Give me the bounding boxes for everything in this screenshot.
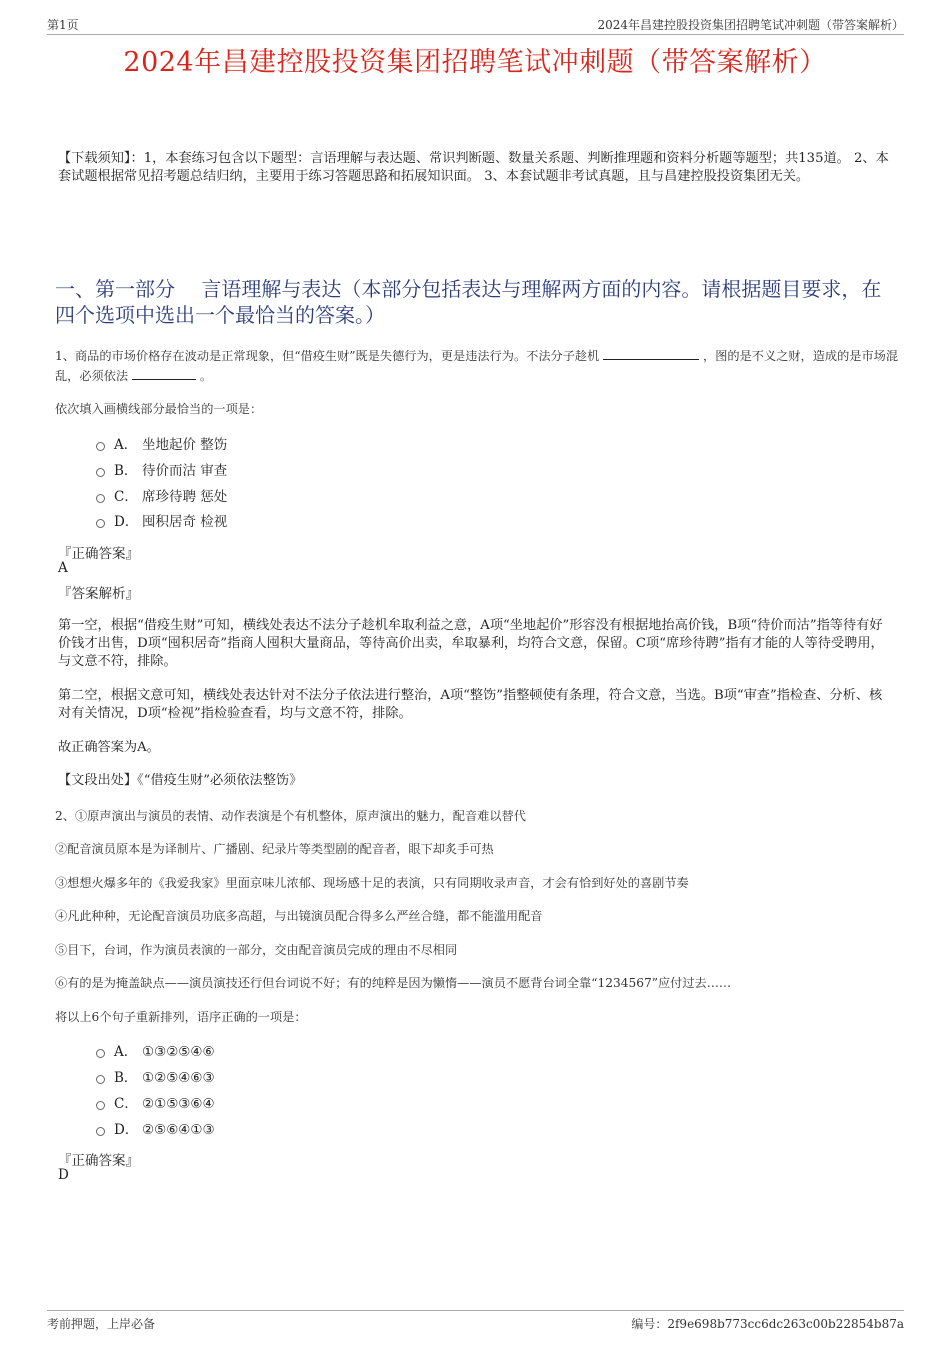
q2-option-b[interactable]: B． ①②⑤④⑥③ [96, 1068, 215, 1088]
footer-serial: 编号：2f9e698b773cc6dc263c00b22854b87a [631, 1317, 904, 1331]
q2-line-2: ②配音演员原本是为译制片、广播剧、纪录片等类型剧的配音者，眼下却炙手可热 [55, 842, 494, 856]
question-1-stem [55, 346, 900, 386]
q2-line-1: 2、①原声演出与演员的表情、动作表演是个有机整体，原声演出的魅力，配音难以替代 [55, 809, 526, 823]
q2-prompt: 将以上6个句子重新排列，语序正确的一项是： [55, 1010, 307, 1024]
radio-icon[interactable] [96, 1049, 105, 1058]
q1-option-c[interactable]: C． 席珍待聘 惩处 [96, 487, 227, 507]
q1-stem-part-b: ，图的是不义之财，造成的是市场混乱，必须依法 [55, 349, 899, 383]
q1-analysis-label: 『答案解析』 [58, 586, 139, 602]
q2-line-5: ⑤目下，台词，作为演员表演的一部分，交由配音演员完成的理由不尽相同 [55, 943, 458, 957]
q1-stem-part-a: 1、商品的市场价格存在波动是正常现象，但“借疫生财”既是失德行为，更是违法行为。不法分子趁机 [55, 349, 600, 363]
q1-option-b[interactable]: B． 待价而沽 审查 [96, 461, 227, 481]
q1-option-d[interactable]: D． 囤积居奇 检视 [96, 512, 227, 532]
radio-icon[interactable] [96, 1127, 105, 1136]
q1-analysis-2: 第二空，根据文意可知，横线处表达针对不法分子依法进行整治，A项“整饬”指整顿使有条理，符合文意，当选。B项“审查”指检查、分析、核对有关情况，D项“检视”指检验查看，均与文意不符，排除。 [58, 688, 883, 721]
q2-option-d[interactable]: D． ②⑤⑥④①③ [96, 1120, 215, 1140]
page-number: 第1页 [47, 18, 79, 32]
q2-answer-label: 『正确答案』 [58, 1153, 139, 1169]
radio-icon[interactable] [96, 519, 105, 528]
q2-option-c[interactable]: C． ②①⑤③⑥④ [96, 1094, 215, 1114]
q2-answer: D [58, 1167, 69, 1183]
page-title: 2024年昌建控股投资集团招聘笔试冲刺题（带答案解析） [123, 47, 827, 78]
q1-source: 【文段出处】《“借疫生财”必须依法整饬》 [58, 773, 303, 788]
q2-line-3: ③想想火爆多年的《我爱我家》里面京味儿浓郁、现场感十足的表演，只有同期收录声音，才会有恰到好处的喜剧节奏 [55, 876, 689, 890]
q1-analysis-1: 第一空，根据“借疫生财”可知，横线处表达不法分子趁机牟取利益之意，A项“坐地起价”形容没有根据地抬高价钱，B项“待价而沽”指等待有好价钱才出售，D项“囤积居奇”指商人囤积大量商品，等待高价出卖，牟取暴利，均符合文意，保留。C项“席珍待聘”指有才能的人等待受聘用，与文意不符，排除。 [58, 618, 884, 669]
q1-blank-2 [132, 367, 196, 380]
section-heading: 一、第一部分 言语理解与表达（本部分包括表达与理解两方面的内容。请根据题目要求，在四个选项中选出一个最恰当的答案。） [55, 277, 882, 327]
download-notice: 【下载须知】：1，本套练习包含以下题型：言语理解与表达题、常识判断题、数量关系题、判断推理题和资料分析题等题型；共135道。 2、本套试题根据常见招考题总结归纳，主要用于练习答题思路和拓展知识面。 3、本套试题非考试真题，且与昌建控股投资集团无关。 [58, 151, 889, 184]
q2-line-4: ④凡此种种，无论配音演员功底多高超，与出镜演员配合得多么严丝合缝，都不能滥用配音 [55, 909, 543, 923]
q1-blank-1 [603, 347, 699, 360]
q1-conclusion: 故正确答案为A。 [58, 740, 160, 755]
footer-slogan: 考前押题，上岸必备 [47, 1317, 156, 1331]
q1-prompt: 依次填入画横线部分最恰当的一项是： [55, 402, 263, 416]
q2-line-6: ⑥有的是为掩盖缺点——演员演技还行但台词说不好；有的纯粹是因为懒惰——演员不愿背台词全靠“1234567”应付过去…… [55, 976, 732, 990]
header-doc-title: 2024年昌建控股投资集团招聘笔试冲刺题（带答案解析） [597, 18, 904, 32]
q1-stem-part-c: 。 [199, 369, 213, 383]
radio-icon[interactable] [96, 468, 105, 477]
page-footer [47, 1310, 904, 1331]
radio-icon[interactable] [96, 1101, 105, 1110]
page-header [47, 14, 904, 35]
q1-option-a[interactable]: A． 坐地起价 整饬 [96, 435, 227, 455]
q1-answer-label: 『正确答案』 [58, 546, 139, 562]
radio-icon[interactable] [96, 494, 105, 503]
radio-icon[interactable] [96, 1075, 105, 1084]
radio-icon[interactable] [96, 442, 105, 451]
q1-answer: A [58, 560, 68, 576]
q2-option-a[interactable]: A． ①③②⑤④⑥ [96, 1042, 215, 1062]
